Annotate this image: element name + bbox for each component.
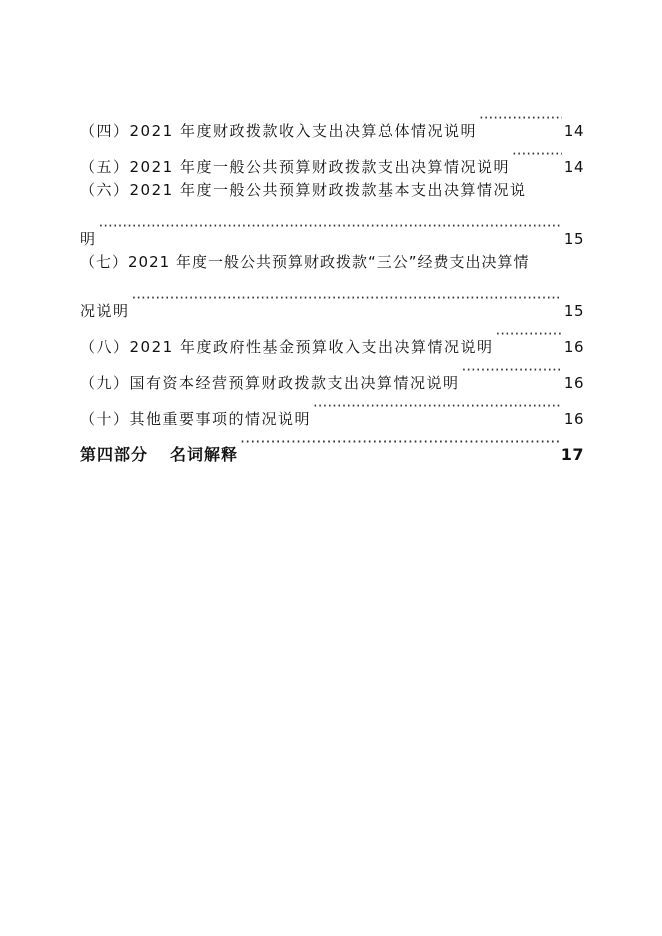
toc-page-number: 17 xyxy=(560,445,584,464)
toc-entry-title: （五）2021 年度一般公共预算财政拨款支出决算情况说明 xyxy=(80,158,510,176)
toc-part-title: 名词解释 xyxy=(170,445,239,464)
dot-leader xyxy=(240,424,559,460)
toc-entry-4[interactable] xyxy=(80,100,584,140)
table-of-contents xyxy=(80,100,584,464)
toc-page-number: 15 xyxy=(563,230,584,248)
dot-leader xyxy=(462,352,562,388)
toc-entry-title: （七）2021 年度一般公共预算财政拨款“三公”经费支出决算情 xyxy=(80,253,530,271)
toc-page-number: 16 xyxy=(563,374,584,392)
toc-entry-title: （四）2021 年度财政拨款收入支出决算总体情况说明 xyxy=(80,122,477,140)
toc-page-number: 16 xyxy=(563,338,584,356)
toc-entry-title-continuation: 明 xyxy=(80,230,97,248)
toc-page-number: 16 xyxy=(563,410,584,428)
toc-entry-7-continuation[interactable] xyxy=(80,280,584,320)
toc-entry-10[interactable] xyxy=(80,388,584,428)
toc-entry-8[interactable] xyxy=(80,316,584,356)
dot-leader xyxy=(479,100,562,136)
dot-leader xyxy=(132,280,562,316)
toc-page-number: 15 xyxy=(563,302,584,320)
toc-entry-6[interactable] xyxy=(80,172,584,208)
dot-leader xyxy=(495,316,561,352)
toc-part-label: 第四部分 xyxy=(80,445,149,464)
toc-entry-7[interactable] xyxy=(80,244,584,280)
toc-entry-title: （六）2021 年度一般公共预算财政拨款基本支出决算情况说 xyxy=(80,181,527,199)
toc-entry-title: （九）国有资本经营预算财政拨款支出决算情况说明 xyxy=(80,374,460,392)
dot-leader xyxy=(99,208,562,244)
toc-entry-title-continuation: 况说明 xyxy=(80,302,130,320)
toc-entry-title: （八）2021 年度政府性基金预算收入支出决算情况说明 xyxy=(80,338,494,356)
toc-entry-6-continuation[interactable] xyxy=(80,208,584,248)
toc-part-4[interactable] xyxy=(80,424,584,464)
dot-leader xyxy=(313,388,562,424)
toc-entry-9[interactable] xyxy=(80,352,584,392)
toc-entry-title: （十）其他重要事项的情况说明 xyxy=(80,410,312,428)
toc-page-number: 14 xyxy=(563,122,584,140)
toc-page-number: 14 xyxy=(563,158,584,176)
dot-leader xyxy=(512,136,562,172)
toc-entry-5[interactable] xyxy=(80,136,584,176)
